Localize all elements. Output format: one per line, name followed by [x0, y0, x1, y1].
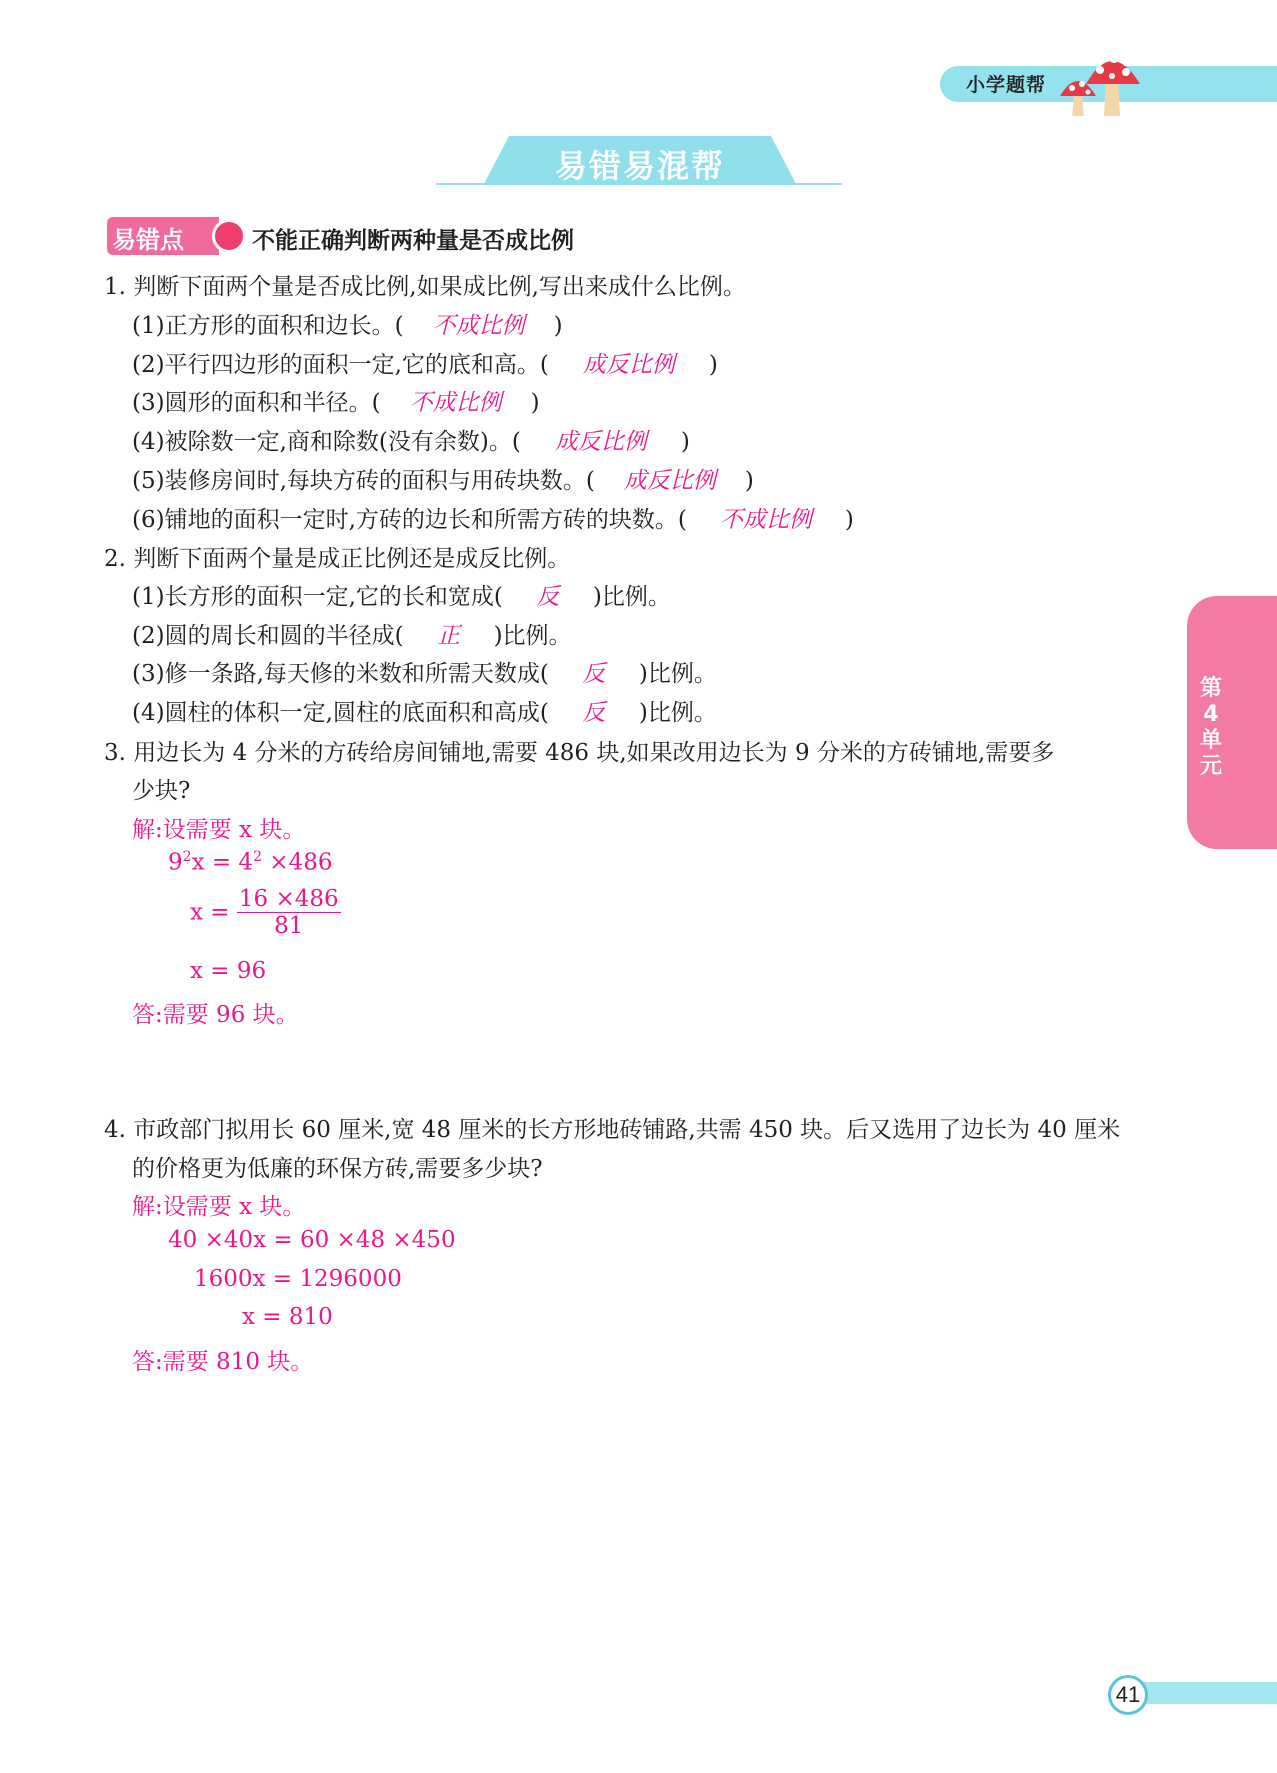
q1-item — [132, 346, 718, 379]
q1-item-answer: 成反比例 — [554, 429, 647, 455]
q1-item-close: ) — [744, 468, 754, 494]
q2-item-answer: 正 — [437, 623, 461, 649]
q3-eq1-tail: ×486 — [261, 849, 333, 876]
q1-item — [132, 462, 754, 495]
unit-side-char: 单 — [1199, 728, 1222, 753]
q2-item-close: )比例。 — [592, 584, 671, 610]
q4-stem: 4. 市政部门拟用长 60 厘米,宽 48 厘米的长方形地砖铺路,共需 450 块。后又选用了边长为 40 厘米 — [104, 1117, 1121, 1143]
q3-equation-2 — [190, 886, 341, 939]
error-point-dot-icon — [212, 219, 246, 253]
q1-item-close: ) — [844, 507, 854, 533]
brand-label: 小学题帮 — [966, 74, 1047, 96]
page-title: 易错易混帮 — [554, 147, 725, 185]
q1-item — [132, 501, 854, 534]
q3-stem: 3. 用边长为 4 分米的方砖给房间铺地,需要 486 块,如果改用边长为 9 分米的方砖铺地,需要多 — [104, 740, 1055, 766]
q2-item-answer: 反 — [536, 584, 560, 610]
q4-solution-intro: 解:设需要 x 块。 — [132, 1194, 306, 1220]
page-number: 41 — [1108, 1675, 1148, 1715]
q4-equation-3: x = 810 — [242, 1304, 333, 1330]
q4-equation-1: 40 ×40x = 60 ×48 ×450 — [168, 1227, 456, 1253]
q3-eq1-exp: 2 — [182, 849, 192, 865]
unit-side-label — [1198, 676, 1224, 780]
q2-item-close: )比例。 — [638, 661, 717, 687]
q3-answer: 答:需要 96 块。 — [132, 1002, 299, 1028]
q1-item-close: ) — [680, 429, 690, 455]
q3-eq1-exp2: 2 — [253, 849, 262, 865]
q3-stem-cont: 少块? — [132, 778, 191, 804]
q2-item — [132, 578, 671, 611]
q1-stem: 1. 判断下面两个量是否成比例,如果成比例,写出来成什么比例。 — [104, 274, 746, 300]
q1-item-answer: 成反比例 — [623, 468, 716, 494]
q3-eq1-base: 9 — [168, 849, 183, 876]
q2-item-text: (4)圆柱的体积一定,圆柱的底面积和高成( — [132, 700, 549, 726]
q4-answer: 答:需要 810 块。 — [132, 1349, 314, 1375]
page-number-bar — [1128, 1682, 1277, 1704]
error-point-title: 不能正确判断两种量是否成比例 — [252, 228, 574, 254]
q2-stem: 2. 判断下面两个量是成正比例还是成反比例。 — [104, 546, 571, 572]
q1-item-text: (1)正方形的面积和边长。( — [132, 313, 404, 339]
q4-stem-cont: 的价格更为低廉的环保方砖,需要多少块? — [132, 1156, 543, 1182]
error-point-tag-label: 易错点 — [112, 226, 184, 254]
q3-equation-3: x = 96 — [190, 958, 267, 984]
q1-item-close: ) — [708, 352, 718, 378]
unit-side-char: 4 — [1203, 702, 1219, 727]
q1-item-answer: 成反比例 — [582, 352, 675, 378]
q1-item-text: (4)被除数一定,商和除数(没有余数)。( — [132, 429, 521, 455]
q1-item-close: ) — [530, 390, 540, 416]
q3-eq2-numerator: 16 ×486 — [238, 886, 339, 912]
q2-item-answer: 反 — [582, 700, 606, 726]
mushroom-icon — [1058, 44, 1148, 116]
q3-solution-intro: 解:设需要 x 块。 — [132, 817, 306, 843]
q2-item — [132, 655, 717, 688]
q1-item — [132, 307, 563, 340]
q1-item-close: ) — [553, 313, 563, 339]
q3-eq2-fraction — [237, 886, 341, 939]
q2-item — [132, 694, 717, 727]
q1-item-answer: 不成比例 — [432, 313, 525, 339]
unit-side-char: 第 — [1199, 676, 1222, 701]
q3-eq2-denominator: 81 — [274, 913, 304, 939]
q4-equation-2: 1600x = 1296000 — [194, 1266, 402, 1292]
q3-eq2-lhs: x = — [190, 899, 230, 926]
q2-item-text: (2)圆的周长和圆的半径成( — [132, 623, 404, 649]
q1-item-text: (2)平行四边形的面积一定,它的底和高。( — [132, 352, 549, 378]
q2-item-text: (3)修一条路,每天修的米数和所需天数成( — [132, 661, 549, 687]
q1-item-text: (6)铺地的面积一定时,方砖的边长和所需方砖的块数。( — [132, 507, 687, 533]
q2-item — [132, 617, 572, 650]
q2-item-text: (1)长方形的面积一定,它的长和宽成( — [132, 584, 503, 610]
q1-item-answer: 不成比例 — [719, 507, 812, 533]
q1-item-text: (3)圆形的面积和半径。( — [132, 390, 381, 416]
q2-item-close: )比例。 — [493, 623, 572, 649]
q2-item-answer: 反 — [582, 661, 606, 687]
q3-eq1-mid: x = 4 — [191, 849, 254, 876]
unit-side-char: 元 — [1199, 754, 1222, 779]
q1-item — [132, 423, 690, 456]
q1-item — [132, 384, 540, 417]
q3-equation-1 — [168, 849, 332, 876]
q1-item-answer: 不成比例 — [409, 390, 502, 416]
q2-item-close: )比例。 — [638, 700, 717, 726]
q1-item-text: (5)装修房间时,每块方砖的面积与用砖块数。( — [132, 468, 595, 494]
